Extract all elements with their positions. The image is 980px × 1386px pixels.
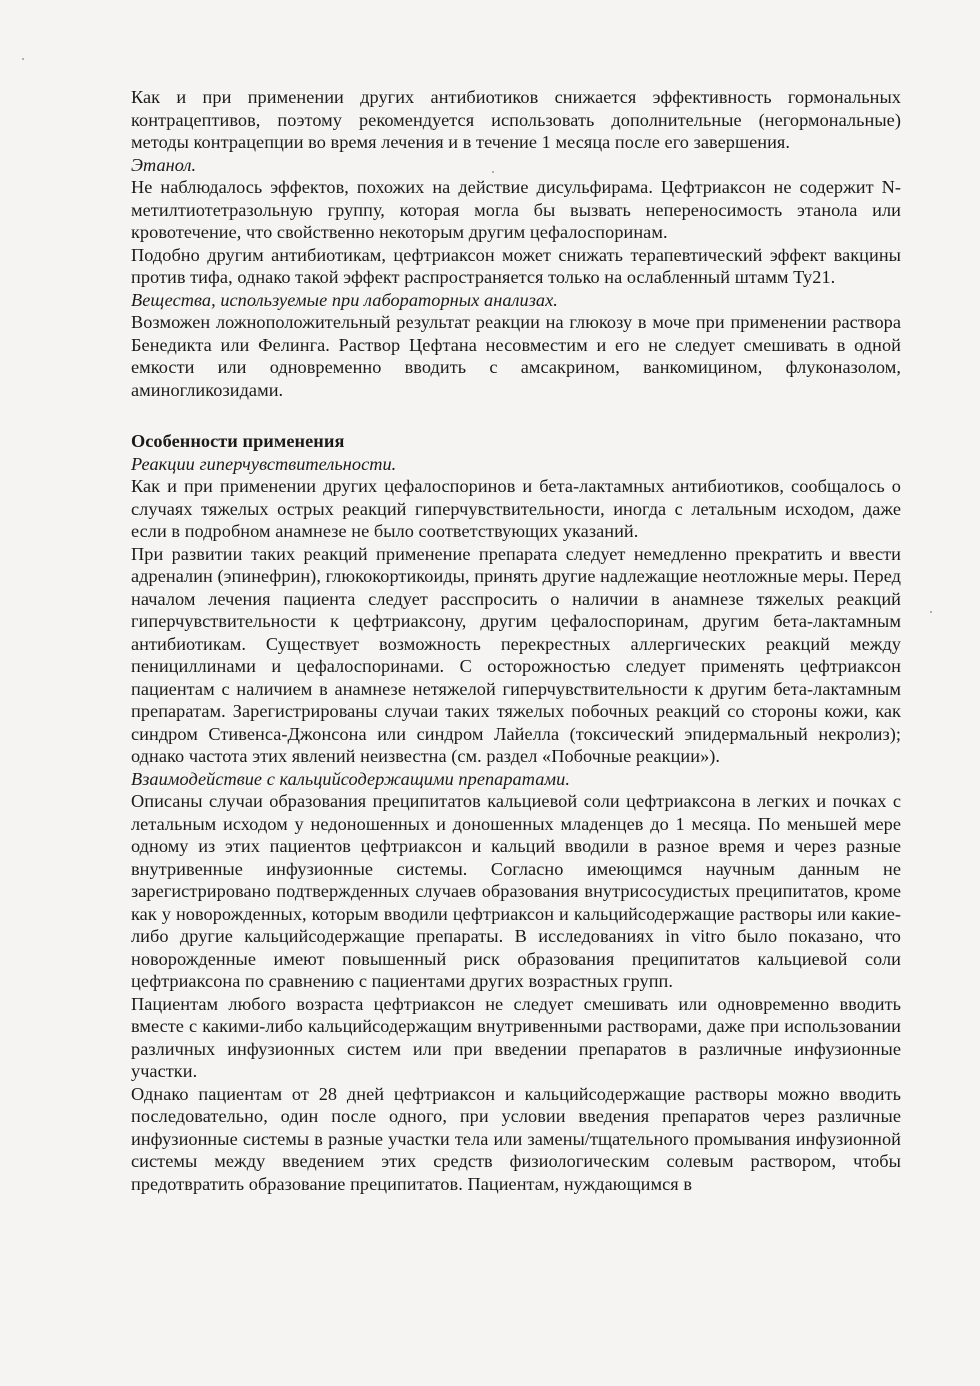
subheading-ethanol: Этанол. <box>131 154 197 175</box>
usage-section <box>131 430 901 1195</box>
paragraph-calcium-mixing: Пациентам любого возраста цефтриаксон не следует смешивать или одновременно вводить вместе с какими-либо кальцийсодержащим внутривенными растворами, даже при использовании различных инфузионных систем или при введении препаратов в различные инфузионные участки. <box>131 993 901 1081</box>
subheading-hypersensitivity: Реакции гиперчувствительности. <box>131 453 397 474</box>
paragraph-hypersensitivity-cases: Как и при применении других цефалоспоринов и бета-лактамных антибиотиков, сообщалось о случаях тяжелых острых реакций гиперчувствительности, иногда с летальным исходом, даже если в подробном анамнезе не было соответствующих указаний. <box>131 476 901 541</box>
document-body <box>131 86 901 1195</box>
subheading-calcium-interaction: Взаимодействие с кальцийсодержащими препаратами. <box>131 768 570 789</box>
paragraph-ethanol: Не наблюдалось эффектов, похожих на действие дисульфирама. Цефтриаксон не содержит N-метилтиотетразольную группу, которая могла бы вызвать непереносимость этанола или кровотечение, что свойственно некоторым другим цефалоспоринам. <box>131 177 901 242</box>
paragraph-sequential-administration: Однако пациентам от 28 дней цефтриаксон и кальцийсодержащие растворы можно вводить последовательно, один после одного, при условии введения препаратов через различные инфузионные системы в разные участки тела или замены/тщательного промывания инфузионной системы между введением этих средств физиологическим солевым раствором, чтобы предотвратить образование преципитатов. Пациентам, нуждающимся в <box>131 1083 901 1194</box>
paragraph-calcium-precipitates: Описаны случаи образования преципитатов кальциевой соли цефтриаксона в легких и почках с летальным исходом у недоношенных и доношенных младенцев до 1 месяца. По меньшей мере одному из этих пациентов цефтриаксон и кальций вводили в разное время и через разные внутривенные инфузионные системы. Согласно имеющимся научным данным не зарегистрировано подтвержденных случаев образования внутрисосудистых преципитатов, кроме как у новорожденных, которым вводили цефтриаксон и кальцийсодержащие растворы или какие-либо другие кальцийсодержащие препараты. В исследованиях in vitro было показано, что новорожденные имеют повышенный риск образования преципитатов кальциевой соли цефтриаксона по сравнению с пациентами других возрастных групп. <box>131 791 901 991</box>
top-block <box>131 86 901 401</box>
section-gap <box>131 401 901 430</box>
paragraph-vaccine: Подобно другим антибиотикам, цефтриаксон может снижать терапевтический эффект вакцины против тифа, однако такой эффект распространяется только на ослабленный штамм Ty21. <box>131 244 901 287</box>
section-heading: Особенности применения <box>131 431 345 451</box>
scan-speck <box>22 58 24 60</box>
paragraph-lab-results: Возможен ложноположительный результат реакции на глюкозу в моче при применении раствора Бенедикта или Фелинга. Раствор Цефтана несовместим и его не следует смешивать в одной емкости или одновременно вводить с амсакрином, ванкомицином, флуконазолом, аминогликозидами. <box>131 312 901 400</box>
paragraph-hypersensitivity-measures: При развитии таких реакций применение препарата следует немедленно прекратить и ввести адреналин (эпинефрин), глюкокортикоиды, принять другие надлежащие неотложные меры. Перед началом лечения пациента следует расспросить о наличии в анамнезе тяжелых реакций гиперчувствительности к цефтриаксону, другим цефалоспоринам, другим бета-лактамным антибиотикам. Существует возможность перекрестных аллергических реакций между пенициллинами и цефалоспоринами. С осторожностью следует применять цефтриаксон пациентам с наличием в анамнезе нетяжелой гиперчувствительности к другим бета-лактамным препаратам. Зарегистрированы случаи таких тяжелых побочных реакций со стороны кожи, как синдром Стивенса-Джонсона или синдром Лайелла (токсический эпидермальный некролиз); однако частота этих явлений неизвестна (см. раздел «Побочные реакции»). <box>131 543 901 766</box>
scan-speck <box>930 611 932 613</box>
subheading-lab-substances: Вещества, используемые при лабораторных анализах. <box>131 289 558 310</box>
paragraph-contraceptives: Как и при применении других антибиотиков снижается эффективность гормональных контрацептивов, поэтому рекомендуется использовать дополнительные (негормональные) методы контрацепции во время лечения и в течение 1 месяца после его завершения. <box>131 87 901 152</box>
